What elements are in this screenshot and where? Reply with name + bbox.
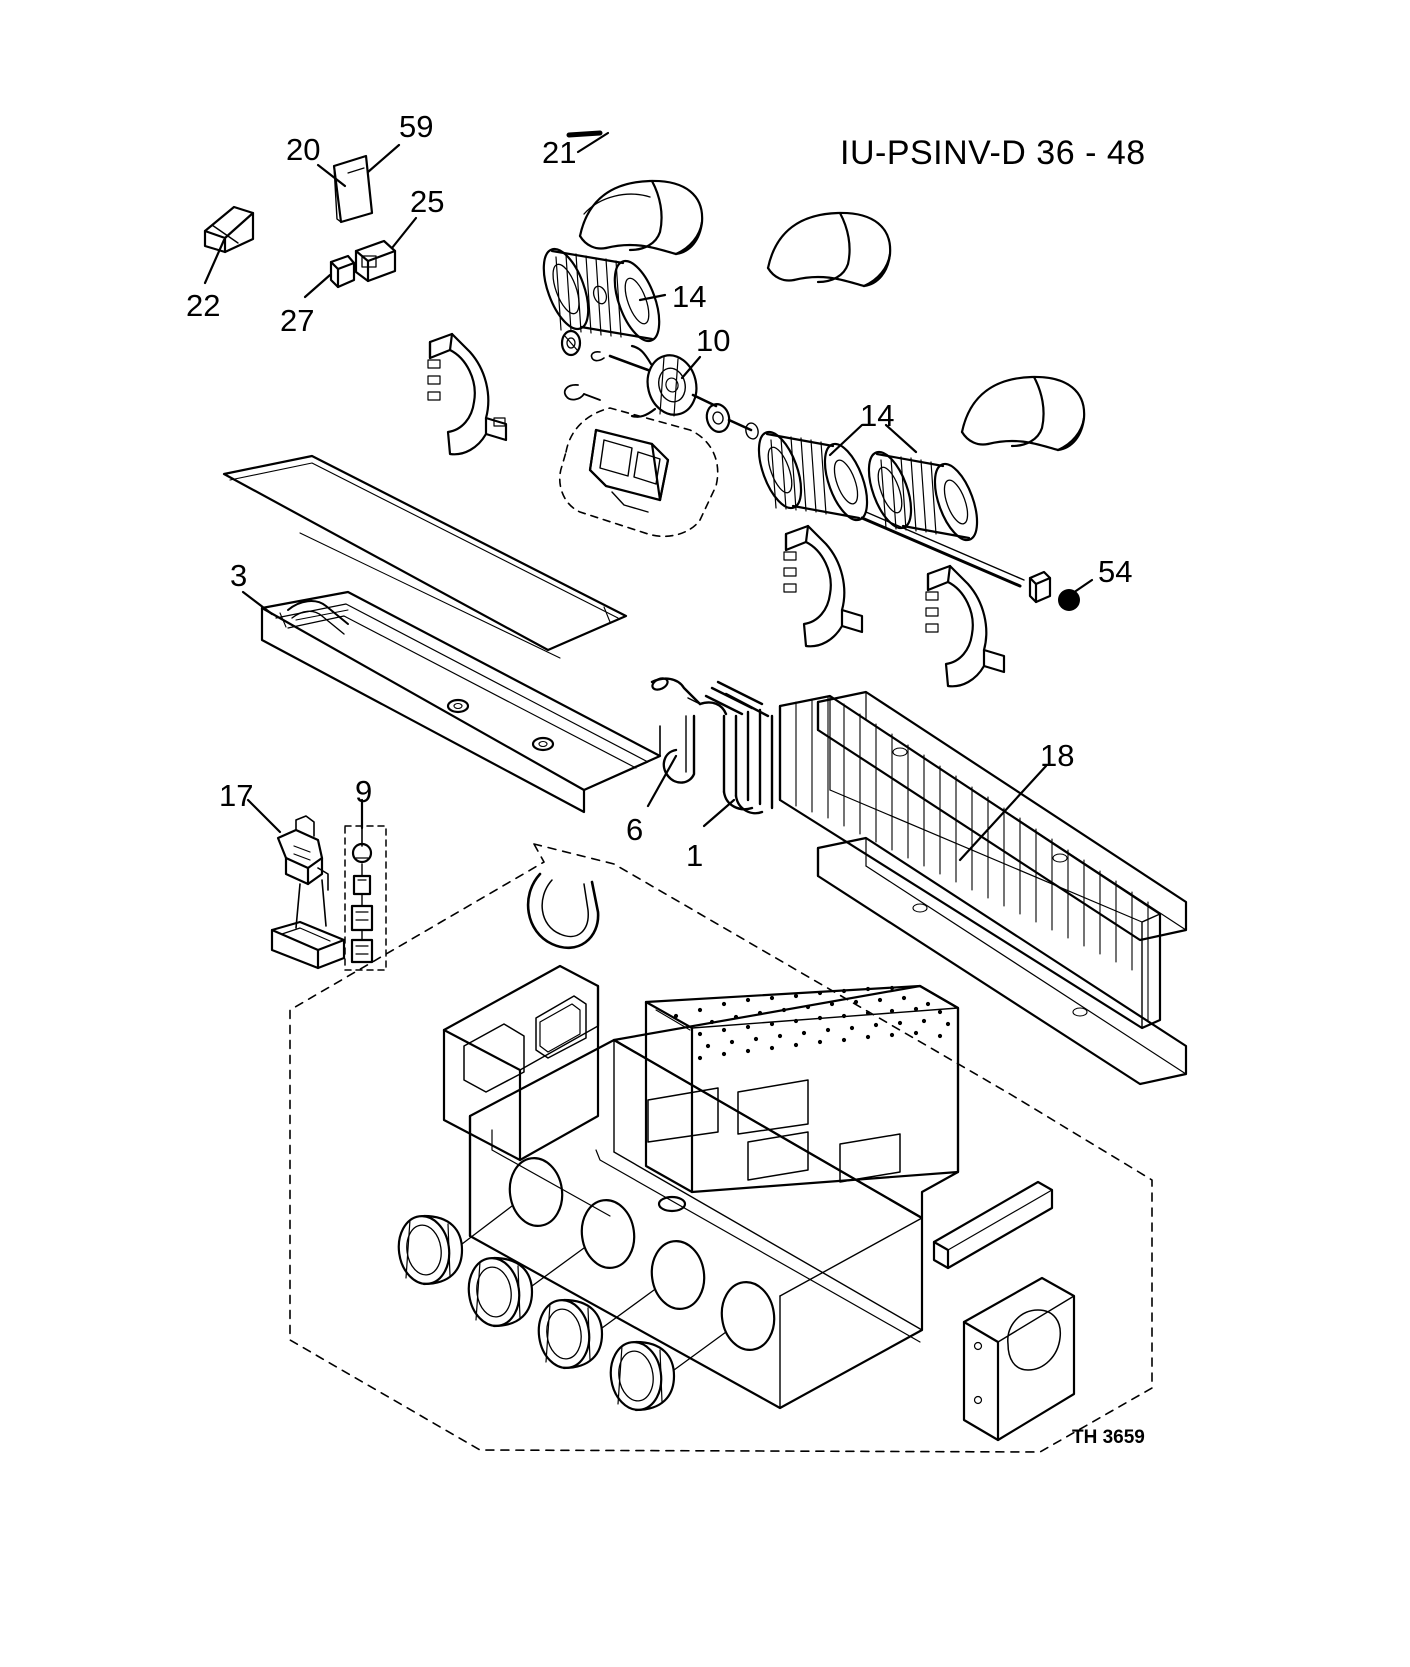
callout-18: 18 <box>1040 738 1075 773</box>
part-fan-bracket-1 <box>428 334 506 454</box>
callout-6: 6 <box>626 812 644 847</box>
leader-25 <box>392 218 416 248</box>
part-drain-hose <box>528 874 598 948</box>
part-left-end-panel <box>444 966 598 1160</box>
part-fan-bracket-2 <box>784 526 862 646</box>
part-scroll-cover-right <box>962 377 1084 450</box>
part-shaft-rod <box>862 512 1024 586</box>
cabinet-group-boundary <box>290 844 1152 1452</box>
callout-10: 10 <box>696 323 731 358</box>
part-coupling <box>704 402 760 440</box>
part-top-panel <box>224 456 626 658</box>
leader-14a <box>640 295 665 300</box>
part-25-bracket <box>356 241 395 281</box>
part-scroll-cover-mid <box>768 213 890 286</box>
part-coil-rail-lower <box>818 838 1186 1084</box>
leader-27 <box>305 275 330 297</box>
callout-3: 3 <box>230 558 248 593</box>
part-1-coil-header <box>651 676 772 813</box>
leader-20 <box>318 165 345 186</box>
part-main-cabinet <box>470 986 958 1408</box>
part-3-drain-pan <box>262 592 660 812</box>
callout-17: 17 <box>219 778 254 813</box>
part-18-evaporator-coil <box>780 696 1160 1028</box>
callout-59: 59 <box>399 109 434 144</box>
part-27-fastener <box>331 256 354 287</box>
part-9-sensor-group <box>345 820 386 970</box>
callout-54: 54 <box>1098 554 1133 589</box>
callout-14-mid: 14 <box>860 398 895 433</box>
part-54-bushing <box>1030 572 1080 611</box>
part-20-plate <box>334 156 372 222</box>
part-wire-clip <box>565 385 600 400</box>
callout-1: 1 <box>686 838 704 873</box>
part-14-blower-top <box>535 243 669 346</box>
part-top-cover-insulated <box>646 986 958 1192</box>
leader-59 <box>368 145 399 172</box>
part-6-tube <box>664 716 694 783</box>
leader-18 <box>960 766 1046 860</box>
callout-14-top: 14 <box>672 279 707 314</box>
callout-9: 9 <box>355 774 373 809</box>
part-support-rail <box>934 1182 1052 1268</box>
part-17-valve-assembly <box>272 816 344 968</box>
part-21-scroll-cover-left <box>580 181 702 254</box>
diagram-title: IU-PSINV-D 36 - 48 <box>840 134 1146 172</box>
part-22-clip <box>205 207 253 252</box>
part-motor-mount <box>560 408 718 536</box>
part-coil-rail-upper <box>818 692 1186 940</box>
part-14-blower-mid-left <box>750 427 875 526</box>
part-duct-collar-3 <box>535 1290 654 1371</box>
callout-20: 20 <box>286 132 321 167</box>
part-14-blower-mid-right <box>860 447 985 546</box>
drawing-code: TH 3659 <box>1072 1427 1145 1448</box>
callout-21: 21 <box>542 135 577 170</box>
callout-22: 22 <box>186 288 221 323</box>
part-fan-bracket-3 <box>926 566 1004 686</box>
callout-27: 27 <box>280 303 315 338</box>
callout-25: 25 <box>410 184 445 219</box>
part-duct-collar-1 <box>395 1206 512 1287</box>
part-right-end-panel <box>964 1278 1074 1440</box>
part-spacer-top <box>562 331 580 355</box>
